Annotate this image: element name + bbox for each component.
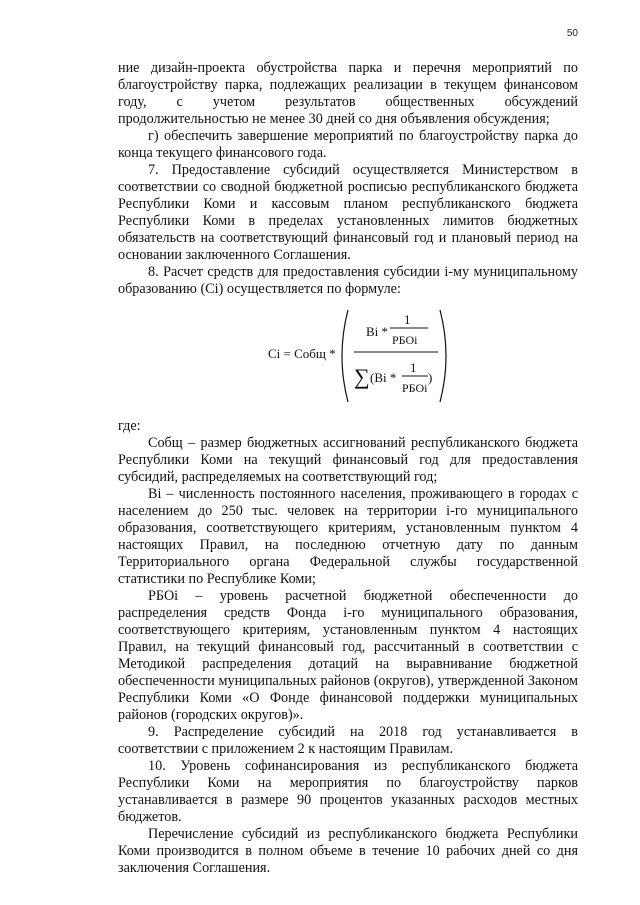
paragraph-8: 8. Расчет средств для предоставления субсидии i-му муниципальному образованию (Ci) осуществляется по формуле: [118,264,578,297]
paragraph-transfer: Перечисление субсидий из республиканского бюджета Республики Коми производится в полном объеме в течение 10 рабочих дней со дня заключения Соглашения. [118,826,578,876]
denominator-one: 1 [410,360,417,375]
right-paren [440,310,446,402]
denominator-bi: (Bi * [370,370,397,385]
definition-rboi: РБОi – уровень расчетной бюджетной обеспеченности до распределения средств Фонда i-го муниципального образования, соответствующего критериям, установленным пунктом 4 настоящих Правил, на текущий финансовый год, рассчитанный в соответствии с Методикой распределения дотаций на выравнивание бюджетной обеспеченности муниципальных районов (округов), утвержденной Законом Республики Коми «О Фонде финансовой поддержки муниципальных районов (городских округов)». [118,588,578,723]
page-number: 50 [566,28,578,39]
paragraph-continuation: ние дизайн-проекта обустройства парка и перечня мероприятий по благоустройству парка, подлежащих реализации в текущем финансовом году, с учетом результатов общественных обсуждений продолжительностью не менее 30 дней со дня объявления обсуждения; [118,60,578,127]
numerator-bi: Bi * [366,324,389,339]
denominator-rboi: РБОi [402,381,428,395]
paragraph-7: 7. Предоставление субсидий осуществляется Министерством в соответствии со сводной бюджетной росписью республиканского бюджета Республики Коми и кассовым планом республиканского бюджета Республики Коми в пределах установленных лимитов бюджетных обязательств на соответствующий финансовый год и плановый период на основании заключенного Соглашения. [118,162,578,263]
left-paren [342,310,348,402]
numerator-one: 1 [404,312,411,327]
formula-graphic [268,302,448,410]
document-body [118,60,578,877]
denominator-close-paren: ) [428,370,433,385]
numerator-rboi: РБОi [392,333,418,347]
formula-lhs: Ci = Собщ * [268,346,336,361]
paragraph-item-g: г) обеспечить завершение мероприятий по благоустройству парка до конца текущего финансового года. [118,128,578,161]
paragraph-9: 9. Распределение субсидий на 2018 год устанавливается в соответствии с приложением 2 к настоящим Правилам. [118,724,578,757]
where-label: где: [118,418,141,434]
paragraph-10: 10. Уровень софинансирования из республиканского бюджета Республики Коми на мероприятия по благоустройству парков устанавливается в размере 90 процентов указанных расходов местных бюджетов. [118,758,578,825]
definition-bi: Bi – численность постоянного населения, проживающего в городах с населением до 250 тыс. человек на территории i-го муниципального образования, соответствующего критериям, установленным пунктом 4 настоящих Правил, на последнюю отчетную дату по данным Территориального органа Федеральной службы государственной статистики по Республике Коми; [118,486,578,587]
sigma-symbol: ∑ [354,364,370,389]
subsidy-formula [118,302,578,412]
definition-sobshch: Собщ – размер бюджетных ассигнований республиканского бюджета Республики Коми на текущий финансовый год для предоставления субсидий, распределяемых на соответствующий год; [118,435,578,485]
